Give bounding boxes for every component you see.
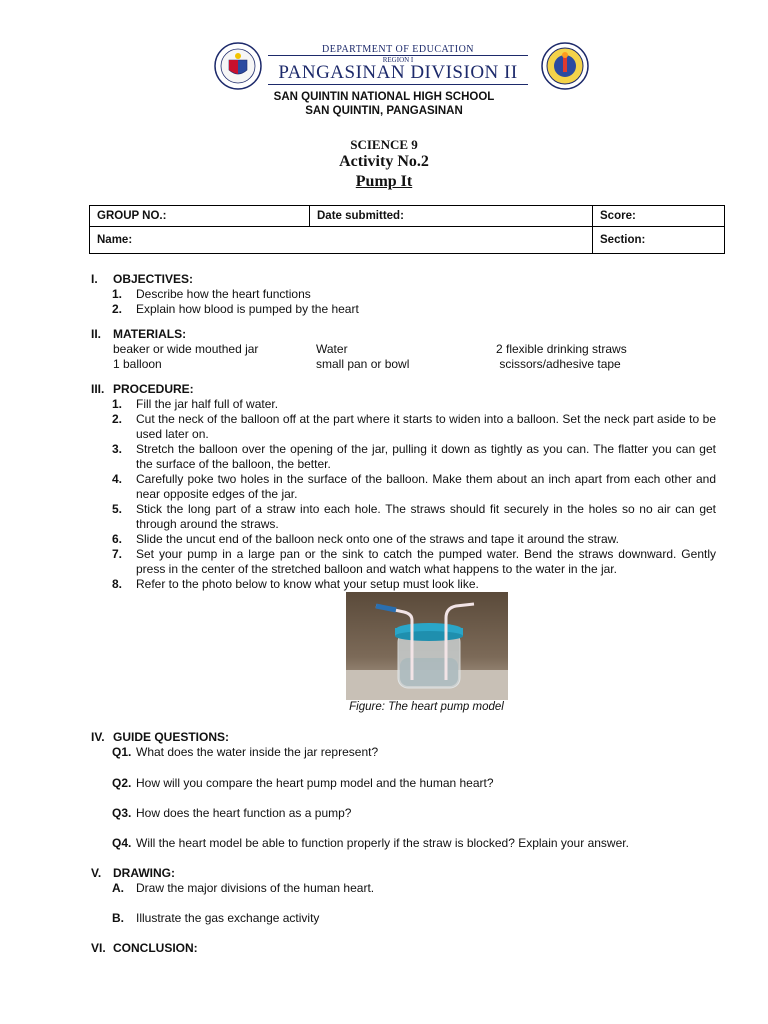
drawing-letter: A. <box>112 881 124 895</box>
section-label: Section: <box>600 234 646 246</box>
material-item: small pan or bowl <box>316 357 410 371</box>
question-number: Q4. <box>112 836 132 850</box>
drawing-task: Draw the major divisions of the human heart. <box>136 881 375 895</box>
school-address: SAN QUINTIN, PANGASINAN <box>305 105 463 117</box>
division-name: PANGASINAN DIVISION II <box>278 62 518 83</box>
guide-numeral: IV. <box>91 730 105 744</box>
guide-question: How will you compare the heart pump model and the human heart? <box>136 776 494 790</box>
question-number: Q2. <box>112 776 132 790</box>
guide-question: How does the heart function as a pump? <box>136 806 352 820</box>
material-item: Water <box>316 342 348 356</box>
date-submitted-field[interactable]: Date submitted: <box>310 206 593 227</box>
drawing-letter: B. <box>112 911 124 925</box>
procedure-step: Refer to the photo below to know what your setup must look like. <box>136 577 479 591</box>
name-field[interactable]: Name: <box>90 227 593 254</box>
material-item: beaker or wide mouthed jar <box>113 342 259 356</box>
procedure-step: Stretch the balloon over the opening of the jar, pulling it down as tightly as you can. The flatter you can get the surface of the balloon, the better. <box>136 442 716 471</box>
question-number: Q1. <box>112 745 132 759</box>
procedure-step: Carefully poke two holes in the surface of the balloon. Make them about an inch apart from each other and near opposite edges of the jar. <box>136 472 716 501</box>
subject-title: SCIENCE 9 <box>350 137 418 152</box>
materials-numeral: II. <box>91 327 102 341</box>
deped-seal-logo <box>214 42 262 90</box>
procedure-step: Cut the neck of the balloon off at the part where it starts to widen into a balloon. Set the neck part aside to be used later on. <box>136 412 716 441</box>
procedure-step: Slide the uncut end of the balloon neck onto one of the straws and tape it around the straw. <box>136 532 619 546</box>
procedure-number: 2. <box>112 412 123 426</box>
figure-caption: Figure: The heart pump model <box>349 701 504 713</box>
procedure-number: 7. <box>112 547 123 561</box>
heart-pump-model-photo <box>346 592 508 700</box>
drawing-heading: DRAWING: <box>113 866 175 880</box>
activity-name: Pump It <box>355 173 413 190</box>
procedure-heading: PROCEDURE: <box>113 382 194 396</box>
objective-text: Describe how the heart functions <box>136 287 311 301</box>
material-item: 2 flexible drinking straws <box>496 342 627 356</box>
conclusion-numeral: VI. <box>91 941 106 955</box>
department-name: DEPARTMENT OF EDUCATION <box>321 44 475 55</box>
procedure-number: 1. <box>112 397 123 411</box>
question-number: Q3. <box>112 806 132 820</box>
procedure-step: Fill the jar half full of water. <box>136 397 279 411</box>
objective-text: Explain how blood is pumped by the heart <box>136 302 359 316</box>
conclusion-heading: CONCLUSION: <box>113 941 198 955</box>
procedure-number: 4. <box>112 472 123 486</box>
procedure-step: Stick the long part of a straw into each hole. The straws should fit securely in the holes so no air can get through around the straws. <box>136 502 716 531</box>
objectives-heading: OBJECTIVES: <box>113 272 194 286</box>
procedure-number: 5. <box>112 502 123 516</box>
section-field[interactable] <box>593 227 725 254</box>
material-item: 1 balloon <box>113 357 162 371</box>
group-no-field[interactable]: GROUP NO.: <box>90 206 310 227</box>
material-item: scissors/adhesive tape <box>496 357 621 371</box>
guide-heading: GUIDE QUESTIONS: <box>113 730 230 744</box>
header-rule <box>268 84 528 85</box>
objective-number: 1. <box>112 287 123 301</box>
objective-number: 2. <box>112 302 123 316</box>
procedure-number: 3. <box>112 442 123 456</box>
score-field[interactable]: Score: <box>593 206 725 227</box>
school-name: SAN QUINTIN NATIONAL HIGH SCHOOL <box>273 91 495 103</box>
drawing-task: Illustrate the gas exchange activity <box>136 911 320 925</box>
student-info-table <box>89 205 725 254</box>
objectives-numeral: I. <box>91 272 98 286</box>
guide-question: What does the water inside the jar represent? <box>136 745 379 759</box>
region-name: REGION I <box>382 56 414 64</box>
procedure-numeral: III. <box>91 382 105 396</box>
procedure-number: 6. <box>112 532 123 546</box>
guide-question: Will the heart model be able to function properly if the straw is blocked? Explain your answer. <box>136 836 629 850</box>
procedure-number: 8. <box>112 577 123 591</box>
school-seal-logo <box>541 42 589 90</box>
procedure-step: Set your pump in a large pan or the sink to catch the pumped water. Bend the straws downward. Gently press in the center of the stretched balloon and watch what happens to the water in the jar. <box>136 547 716 576</box>
activity-title: Activity No.2 <box>339 153 429 170</box>
drawing-numeral: V. <box>91 866 102 880</box>
header-rule <box>268 55 528 56</box>
materials-heading: MATERIALS: <box>113 327 187 341</box>
